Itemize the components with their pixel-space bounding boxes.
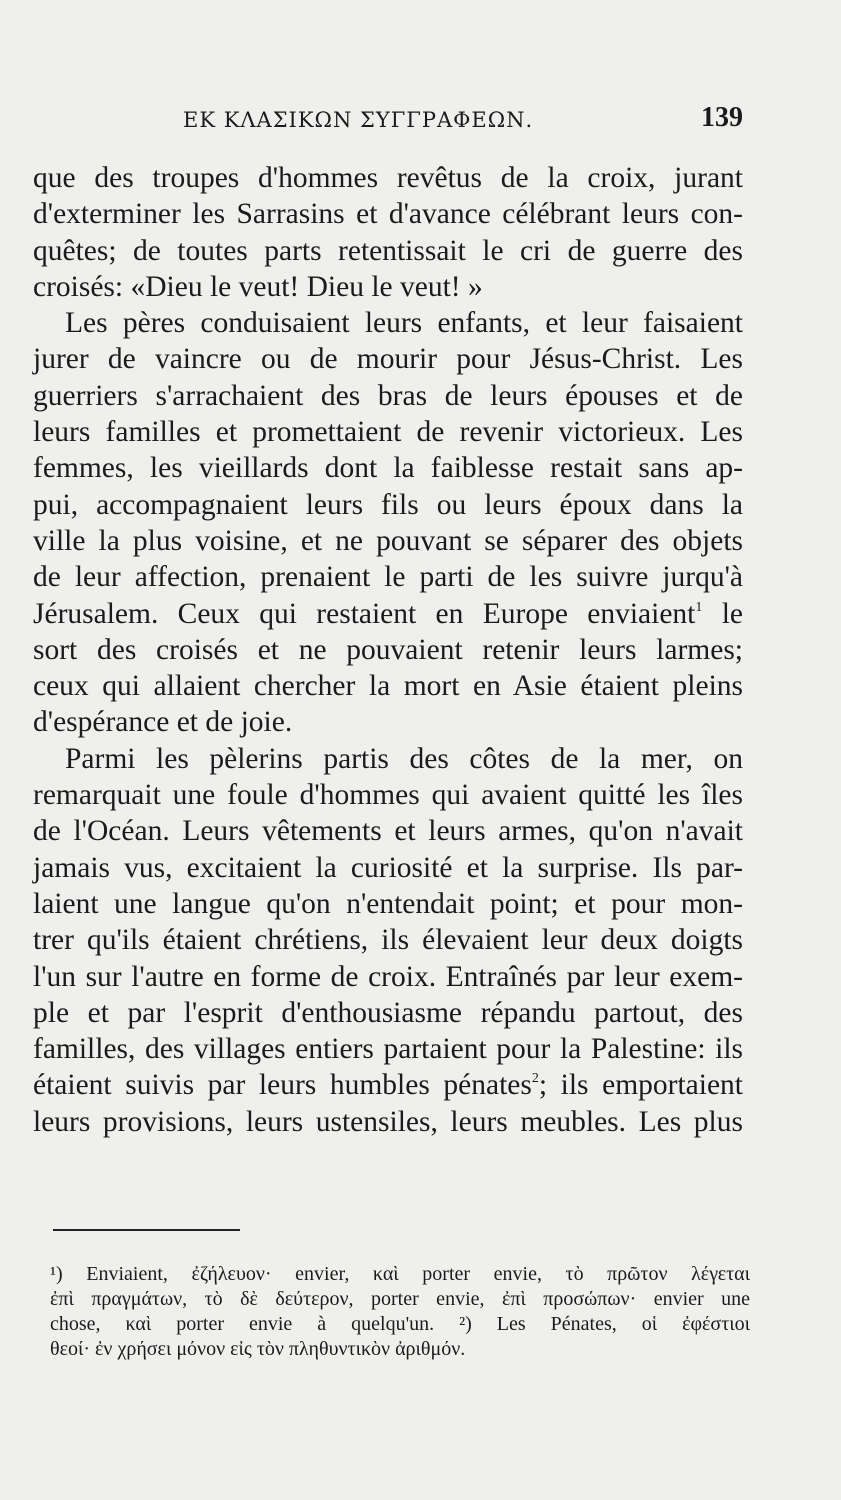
text-line: leurs familles et promettaient de revenir victorieux. Les — [33, 416, 743, 449]
text-line: ville la plus voisine, et ne pouvant se séparer des objets — [33, 524, 743, 557]
text-line: familles, des villages entiers partaient pour la Palestine: ils — [33, 1033, 743, 1066]
page-header — [33, 98, 743, 138]
running-head: ΕΚ ΚΛΑΣΙΚΩΝ ΣΥΓΓΡΑΦΕΩΝ. — [183, 108, 534, 132]
line-text: étaient suivis par leurs humbles pénates — [33, 1069, 532, 1102]
footnote-line: ¹) Enviaient, ἐζήλευον· envier, καὶ porter envie, τὸ πρῶτον λέγεται — [50, 1263, 750, 1285]
text-line: de leur affection, prenaient le parti de les suivre jurqu'à — [33, 561, 743, 594]
text-line-with-note-1 — [33, 596, 743, 632]
footnote-line: θεοί· ἐν χρήσει μόνον εἰς τὸν πληθυντικὸν ἀριθμόν. — [50, 1338, 466, 1360]
line-text-continued: ; ils emportaient — [538, 1069, 743, 1102]
paragraph-start-line: Parmi les pèlerins partis des côtes de la mer, on — [65, 742, 743, 775]
text-line: remarquait une foule d'hommes qui avaient quitté les îles — [33, 779, 743, 812]
text-line: laient une langue qu'on n'entendait point; et pour mon- — [33, 887, 743, 920]
text-line: que des troupes d'hommes revêtus de la croix, jurant — [33, 162, 743, 194]
text-line: guerriers s'arrachaient des bras de leurs épouses et de — [33, 379, 743, 412]
text-line: quêtes; de toutes parts retentissait le cri de guerre des — [33, 234, 743, 267]
text-line-with-note-2 — [33, 1067, 743, 1103]
paragraph-start-line: Les pères conduisaient leurs enfants, et leur faisaient — [65, 307, 743, 340]
text-line: de l'Océan. Leurs vêtements et leurs armes, qu'on n'avait — [33, 815, 743, 848]
text-line: trer qu'ils étaient chrétiens, ils élevaient leur deux doigts — [33, 924, 743, 957]
text-line: pui, accompagnaient leurs fils ou leurs époux dans la — [33, 488, 743, 521]
body-text — [33, 160, 743, 1140]
text-line: l'un sur l'autre en forme de croix. Entraînés par leur exem- — [33, 960, 743, 993]
footnote-line: chose, καὶ porter envie à quelqu'un. ²) Les Pénates, οἱ ἐφέστιοι — [50, 1313, 750, 1335]
footnote-marker-2: 2 — [531, 1071, 539, 1087]
line-text-continued: le — [702, 597, 743, 630]
text-line: d'exterminer les Sarrasins et d'avance célébrant leurs con- — [33, 198, 743, 231]
text-line: leurs provisions, leurs ustensiles, leurs meubles. Les plus — [33, 1105, 743, 1138]
text-line: ceux qui allaient chercher la mort en Asie étaient pleins — [33, 670, 743, 703]
text-line: ple et par l'esprit d'enthousiasme répandu partout, des — [33, 996, 743, 1029]
text-line: d'espérance et de joie. — [33, 706, 293, 739]
text-line: sort des croisés et ne pouvaient retenir leurs larmes; — [33, 633, 743, 666]
footnote-rule — [53, 1229, 240, 1231]
footnote-marker-1: 1 — [695, 599, 703, 615]
footnote-line: ἐπὶ πραγμάτων, τὸ δὲ δεύτερον, porter envie, ἐπὶ προσώπων· envier une — [50, 1288, 750, 1310]
page-number: 139 — [701, 102, 743, 133]
line-text: Jérusalem. Ceux qui restaient en Europe enviaient — [33, 597, 696, 630]
text-line: jurer de vaincre ou de mourir pour Jésus-Christ. Les — [33, 343, 743, 376]
footnotes — [50, 1262, 750, 1362]
text-line: femmes, les vieillards dont la faiblesse restait sans ap- — [33, 452, 743, 485]
text-line: croisés: «Dieu le veut! Dieu le veut! » — [33, 270, 483, 303]
text-line: jamais vus, excitaient la curiosité et la surprise. Ils par- — [33, 851, 743, 884]
